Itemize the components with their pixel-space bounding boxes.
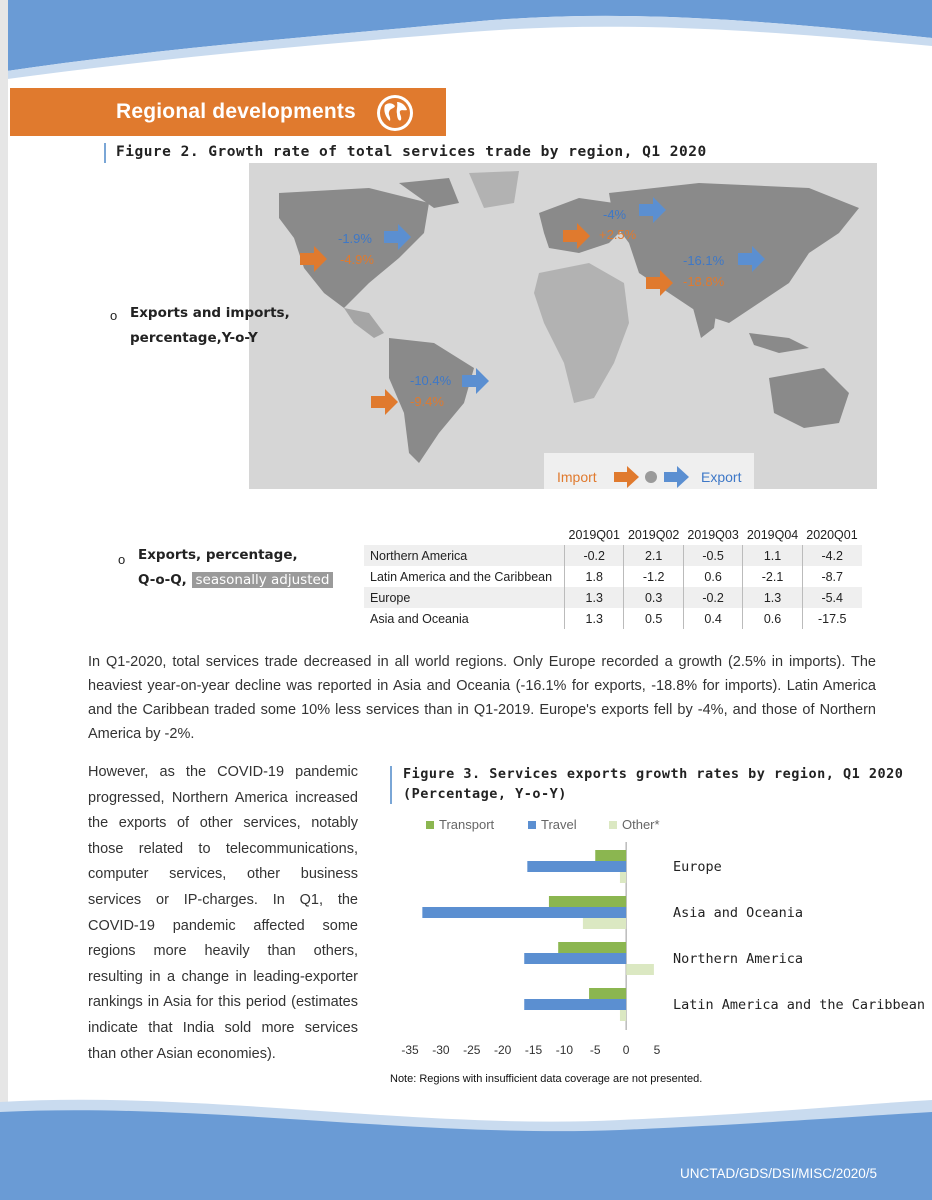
travel-swatch-icon [528, 821, 536, 829]
table-region: Latin America and the Caribbean [370, 569, 553, 584]
transport-swatch-icon [426, 821, 434, 829]
bar-transport-0 [595, 850, 626, 861]
top-wave-decoration [0, 0, 932, 80]
figure3-title-bar [390, 766, 392, 804]
table-cell: -4.2 [802, 545, 861, 566]
other-swatch-icon [609, 821, 617, 829]
seasonally-adjusted-badge: seasonally adjusted [192, 572, 334, 588]
quarterly-exports-table [364, 524, 862, 629]
chart-legend-transport [426, 817, 494, 832]
table-header-row [364, 524, 862, 545]
europe-import-label: +2.5% [599, 227, 637, 242]
table-cell: -0.2 [565, 545, 624, 566]
bullet-exports-qoq-line2 [138, 568, 333, 593]
legend-export-label: Export [701, 469, 742, 485]
asia-import-label: -18.8% [683, 274, 725, 289]
table-cell: -17.5 [802, 608, 861, 629]
world-map [249, 163, 877, 489]
bullet-exports-imports-line1: Exports and imports, [130, 305, 290, 321]
bar-transport-3 [589, 988, 626, 999]
figure3-title-line1: Figure 3. Services exports growth rates by region, Q1 2020 [403, 766, 904, 782]
bullet-exports-imports-line2: percentage,Y-o-Y [130, 330, 258, 346]
x-tick-label: -5 [589, 1043, 601, 1057]
bar-travel-3 [524, 999, 626, 1010]
table-header: 2019Q01 [568, 527, 620, 542]
bullet-marker: o [118, 552, 126, 567]
bullet-exports-imports [130, 301, 290, 351]
latin-america-export-label: -10.4% [410, 373, 452, 388]
legend-label: Travel [541, 817, 577, 832]
table-row [364, 608, 862, 629]
bar-transport-2 [558, 942, 626, 953]
table-cell: 0.3 [624, 587, 683, 608]
table-cell: 2.1 [624, 545, 683, 566]
globe-icon [375, 93, 415, 133]
bar-other-2 [626, 964, 654, 975]
table-cell: -8.7 [802, 566, 861, 587]
table-cell: 1.3 [565, 608, 624, 629]
europe-import-arrow-icon [563, 223, 591, 249]
chart-legend-travel [528, 817, 577, 832]
europe-export-arrow-icon [639, 197, 667, 223]
latin-america-import-label: -9.4% [410, 394, 444, 409]
asia-export-label: -16.1% [683, 253, 725, 268]
legend-import-label: Import [557, 469, 597, 485]
table-cell: 0.4 [683, 608, 742, 629]
x-tick-label: -20 [493, 1043, 512, 1057]
x-tick-label: -10 [555, 1043, 574, 1057]
summary-paragraph: In Q1-2020, total services trade decreased in all world regions. Only Europe recorded a growth (2.5% in imports). The heaviest year-on-year decline was reported in Asia and Oceania (-16.1% for exports, -18.8% for imports). Latin America and the Caribbean traded some 10% less services than in Q1-2019. Europe's exports fell by -4%, and those of Northern America by -2%. [88, 654, 876, 742]
qoq-label: Q-o-Q, [138, 572, 187, 588]
table-cell: 1.1 [743, 545, 802, 566]
table-cell: -2.1 [743, 566, 802, 587]
table-cell: -1.2 [624, 566, 683, 587]
figure2-title: Figure 2. Growth rate of total services trade by region, Q1 2020 [116, 144, 707, 160]
bar-other-1 [583, 918, 626, 929]
bar-travel-2 [524, 953, 626, 964]
legend-label: Transport [439, 817, 495, 832]
figure3-title-line2: (Percentage, Y-o-Y) [403, 786, 567, 802]
table-cell: 1.8 [565, 566, 624, 587]
bullet-marker: o [110, 308, 118, 323]
table-row [364, 587, 862, 608]
legend-label: Other* [622, 817, 660, 832]
table-row [364, 566, 862, 587]
category-label: Northern America [673, 951, 804, 967]
category-label: Asia and Oceania [673, 905, 804, 921]
bar-other-0 [620, 872, 626, 883]
section-title: Regional developments [116, 100, 356, 123]
x-tick-label: -30 [432, 1043, 450, 1057]
europe-export-label: -4% [603, 207, 627, 222]
exports-growth-chart [390, 838, 925, 1063]
table-cell: 0.6 [743, 608, 802, 629]
document-code: UNCTAD/GDS/DSI/MISC/2020/5 [680, 1166, 878, 1181]
table-cell: -5.4 [802, 587, 861, 608]
asia-export-arrow-icon [738, 246, 766, 272]
x-tick-label: 0 [622, 1043, 630, 1057]
asia-import-arrow-icon [646, 270, 674, 296]
table-header: 2019Q04 [746, 527, 799, 542]
latin-america-export-arrow-icon [462, 368, 490, 394]
world-map-shapes [249, 163, 877, 489]
category-label: Europe [673, 859, 722, 875]
legend-export-arrow-icon [664, 466, 690, 488]
x-tick-label: -35 [401, 1043, 419, 1057]
x-tick-label: -25 [463, 1043, 481, 1057]
bar-other-3 [620, 1010, 626, 1021]
table-cell: 0.6 [683, 566, 742, 587]
bar-transport-1 [549, 896, 626, 907]
north-america-export-arrow-icon [384, 224, 412, 250]
north-america-import-label: -4.9% [340, 252, 374, 267]
table-header: 2019Q02 [627, 527, 680, 542]
left-page-edge [0, 0, 8, 1200]
legend-dot-icon [644, 470, 658, 484]
bottom-wave-decoration [0, 1090, 932, 1200]
x-tick-label: -15 [524, 1043, 543, 1057]
table-cell: 0.5 [624, 608, 683, 629]
bullet-exports-qoq [138, 543, 333, 593]
x-tick-label: 5 [653, 1043, 661, 1057]
bar-travel-1 [422, 907, 626, 918]
figure2-title-bar [104, 143, 106, 163]
chart-legend-other [609, 817, 660, 832]
table-cell: 1.3 [565, 587, 624, 608]
table-header: 2019Q03 [687, 527, 739, 542]
legend-import-arrow-icon [614, 466, 640, 488]
bullet-exports-qoq-line1: Exports, percentage, [138, 547, 298, 563]
north-america-export-label: -1.9% [338, 231, 372, 246]
table-header: 2020Q01 [806, 527, 858, 542]
table-row [364, 545, 862, 566]
pandemic-paragraph: However, as the COVID-19 pandemic progressed, Northern America increased the exports of other services, notably those related to telecommunications, computer services, other business services or IP-charges. In Q1, the COVID-19 pandemic affected some regions more heavily than others, resulting in a change in leading-exporter rankings in Asia for this period (estimates indicate that India sold more services than other Asian economies). [88, 764, 358, 1062]
latin-america-import-arrow-icon [371, 389, 399, 415]
north-america-import-arrow-icon [300, 246, 328, 272]
table-cell: -0.2 [683, 587, 742, 608]
table-cell: 1.3 [743, 587, 802, 608]
table-region: Europe [364, 587, 565, 608]
table-cell: -0.5 [683, 545, 742, 566]
table-region: Northern America [364, 545, 565, 566]
table-region: Asia and Oceania [370, 611, 469, 626]
figure3-note: Note: Regions with insufficient data coverage are not presented. [390, 1073, 703, 1085]
bar-travel-0 [527, 861, 626, 872]
category-label: Latin America and the Caribbean [673, 997, 925, 1013]
